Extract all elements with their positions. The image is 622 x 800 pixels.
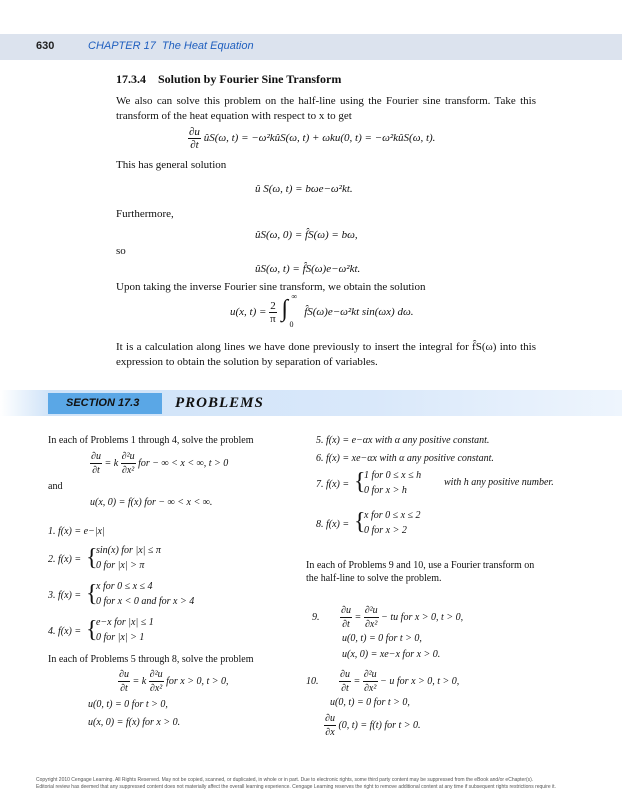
problem-7-case-1: 1 for 0 ≤ x ≤ h bbox=[364, 470, 422, 481]
du-dt bbox=[90, 450, 102, 477]
problem-9-number: 9. bbox=[312, 611, 320, 623]
brace: { bbox=[86, 617, 98, 643]
d2u-dx2 bbox=[149, 668, 164, 695]
initial-condition: u(x, 0) = f(x) for − ∞ < x < ∞. bbox=[90, 497, 213, 508]
transform-equation-body: ûS(ω, t) = −ω²kûS(ω, t) + ωku(0, t) = −ω²kûS(ω, t). bbox=[203, 132, 436, 145]
problem-8-case-2: 0 for x > 2 bbox=[364, 525, 407, 536]
chapter-heading bbox=[88, 40, 254, 52]
frac-num: ∂u bbox=[189, 126, 200, 138]
transform-equation bbox=[188, 126, 435, 151]
problem-4-case-2: 0 for |x| > 1 bbox=[96, 632, 145, 643]
pde-domain: for x > 0, t > 0, bbox=[166, 675, 229, 687]
chapter-title: The Heat Equation bbox=[161, 40, 254, 52]
du-dt bbox=[340, 604, 352, 631]
section-heading bbox=[116, 72, 341, 87]
problem-3-case-1: x for 0 ≤ x ≤ 4 bbox=[96, 581, 153, 592]
frac-num: ∂²u bbox=[149, 669, 163, 680]
problem-3-label: 3. f(x) = bbox=[48, 590, 82, 601]
d2u-dx2 bbox=[364, 604, 379, 631]
and-text: and bbox=[48, 481, 63, 492]
intro-problems-5-8: In each of Problems 5 through 8, solve the problem bbox=[48, 654, 254, 665]
frac-num: ∂²u bbox=[363, 669, 377, 680]
pde-1-4 bbox=[90, 450, 228, 477]
section-label-box bbox=[48, 393, 162, 414]
solution-equation bbox=[230, 292, 414, 332]
problem-4-case-1: e−x for |x| ≤ 1 bbox=[96, 617, 154, 628]
du-dx bbox=[324, 712, 336, 739]
general-solution-equation: û S(ω, t) = bωe−ω²kt. bbox=[255, 183, 353, 195]
intro-problems-1-4: In each of Problems 1 through 4, solve the problem bbox=[48, 435, 254, 446]
integral-upper: ∞ bbox=[291, 292, 298, 301]
problem-9 bbox=[312, 604, 463, 631]
pde-equals-k: = k bbox=[132, 675, 147, 687]
integral-symbol: ∫ bbox=[281, 296, 289, 322]
problem-8-case-1: x for 0 ≤ x ≤ 2 bbox=[364, 510, 421, 521]
page-number: 630 bbox=[36, 40, 55, 52]
problem-10-tail: − u for x > 0, t > 0, bbox=[380, 675, 460, 687]
problem-7-case-2: 0 for x > h bbox=[364, 485, 407, 496]
problem-2-case-1: sin(x) for |x| ≤ π bbox=[96, 545, 161, 556]
brace: { bbox=[86, 581, 98, 607]
section-number: 17.3.4 bbox=[116, 72, 146, 86]
frac-den: ∂x bbox=[325, 727, 335, 738]
frac-num: ∂²u bbox=[364, 605, 378, 616]
pde-equals-k: = k bbox=[104, 457, 119, 469]
general-solution-text: This has general solution bbox=[116, 159, 227, 171]
frac-den: π bbox=[270, 312, 276, 325]
frac-num: 2 bbox=[270, 299, 276, 312]
problem-2-case-2: 0 for |x| > π bbox=[96, 560, 145, 571]
problem-10-neumann-tail: (0, t) = f(t) for t > 0. bbox=[338, 719, 421, 731]
brace: { bbox=[354, 509, 366, 535]
du-dt bbox=[339, 668, 351, 695]
d2u-dx2 bbox=[121, 450, 136, 477]
frac-num: ∂u bbox=[340, 669, 350, 680]
frac-num: ∂u bbox=[325, 713, 335, 724]
problem-2-label: 2. f(x) = bbox=[48, 554, 82, 565]
integral-sign bbox=[279, 292, 301, 329]
problem-8-label: 8. f(x) = bbox=[316, 519, 350, 530]
initial-equation: ûS(ω, 0) = f̂S(ω) = bω, bbox=[255, 229, 358, 241]
pde-domain: for − ∞ < x < ∞, t > 0 bbox=[138, 457, 229, 469]
problem-7-note: with h any positive number. bbox=[444, 477, 554, 488]
frac-den: ∂t bbox=[190, 139, 199, 151]
frac-den: ∂t bbox=[341, 683, 349, 694]
copyright-line-2: Editorial review has deemed that any suppressed content does not materially affect the overall learning experience. Cengage Learning reserves the right to remove additional content at any time if subsequent rights restrictions require it. bbox=[36, 784, 556, 790]
intro-paragraph: We also can solve this problem on the half-line using the Fourier sine transform. Take this transform of the heat equation with respect to x to get bbox=[116, 95, 536, 122]
problem-7-label: 7. f(x) = bbox=[316, 479, 350, 490]
frac-den: ∂t bbox=[342, 619, 350, 630]
problem-10 bbox=[306, 668, 459, 695]
brace: { bbox=[354, 469, 366, 495]
section-label: SECTION 17.3 bbox=[66, 397, 140, 409]
problem-10-number: 10. bbox=[306, 675, 319, 687]
frac-den: ∂x² bbox=[364, 619, 378, 630]
problem-3-case-2: 0 for x < 0 and for x > 4 bbox=[96, 596, 195, 607]
d2u-dx2 bbox=[363, 668, 378, 695]
solution-lhs: u(x, t) = bbox=[230, 306, 267, 318]
initial-condition-2: u(x, 0) = f(x) for x > 0. bbox=[88, 717, 181, 728]
frac-num: ∂u bbox=[119, 669, 129, 680]
two-over-pi bbox=[269, 300, 277, 325]
problem-9-bc: u(0, t) = 0 for t > 0, bbox=[342, 633, 422, 644]
equals: = bbox=[354, 611, 364, 623]
pde-5-8 bbox=[118, 668, 228, 695]
du-dt bbox=[118, 668, 130, 695]
problem-6: 6. f(x) = xe−αx with α any positive constant. bbox=[316, 453, 494, 464]
solution-rhs: f̂S(ω)e−ω²kt sin(ωx) dω. bbox=[304, 306, 414, 318]
frac-num: ∂²u bbox=[121, 451, 135, 462]
frac-den: ∂t bbox=[92, 465, 100, 476]
furthermore-text: Furthermore, bbox=[116, 208, 174, 220]
problem-9-tail: − tu for x > 0, t > 0, bbox=[381, 611, 464, 623]
problem-10-neumann bbox=[324, 712, 421, 739]
equals: = bbox=[353, 675, 363, 687]
frac-num: ∂u bbox=[341, 605, 351, 616]
problem-4-label: 4. f(x) = bbox=[48, 626, 82, 637]
chapter-label: CHAPTER 17 bbox=[88, 40, 156, 52]
boundary-condition: u(0, t) = 0 for t > 0, bbox=[88, 699, 168, 710]
inverse-text: Upon taking the inverse Fourier sine transform, we obtain the solution bbox=[116, 281, 426, 293]
frac-num: ∂u bbox=[91, 451, 101, 462]
problems-title: PROBLEMS bbox=[175, 395, 264, 411]
frac-den: ∂x² bbox=[363, 683, 377, 694]
frac-den: ∂t bbox=[120, 683, 128, 694]
closing-paragraph: It is a calculation along lines we have done previously to insert the integral for f̂S(ω) into this expression to obtain the solution by separation of variables. bbox=[116, 341, 536, 368]
frac-den: ∂x² bbox=[121, 465, 135, 476]
problem-9-ic: u(x, 0) = xe−x for x > 0. bbox=[342, 649, 441, 660]
integral-lower: 0 bbox=[289, 320, 294, 329]
problem-5: 5. f(x) = e−αx with α any positive constant. bbox=[316, 435, 490, 446]
problem-7 bbox=[316, 468, 606, 498]
copyright-line-1: Copyright 2010 Cengage Learning. All Rights Reserved. May not be copied, scanned, or duplicated, in whole or in part. Due to electronic rights, some third party content may be suppressed from the eBook and/or eChapter(s). bbox=[36, 777, 534, 783]
problem-10-bc: u(0, t) = 0 for t > 0, bbox=[330, 697, 410, 708]
section-title: Solution by Fourier Sine Transform bbox=[158, 72, 342, 86]
so-text: so bbox=[116, 245, 126, 257]
brace: { bbox=[86, 545, 98, 571]
so-equation: ûS(ω, t) = f̂S(ω)e−ω²kt. bbox=[255, 263, 361, 275]
partial-t-fraction bbox=[188, 126, 201, 151]
frac-den: ∂x² bbox=[149, 683, 163, 694]
problem-1: 1. f(x) = e−|x| bbox=[48, 526, 105, 537]
intro-problems-9-10: In each of Problems 9 and 10, use a Fourier transform on the half-line to solve the problem. bbox=[306, 560, 535, 584]
